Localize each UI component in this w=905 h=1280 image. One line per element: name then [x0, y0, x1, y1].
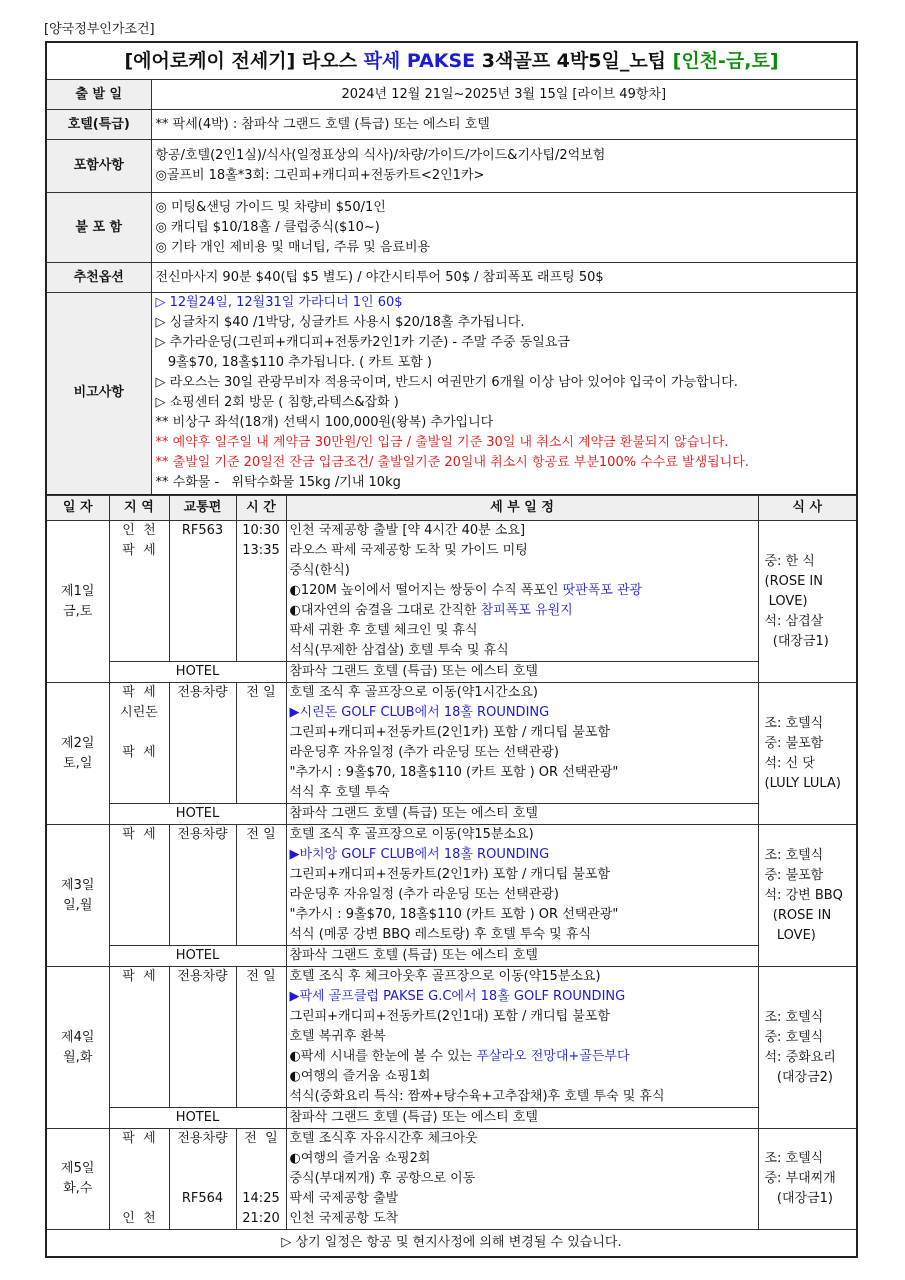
region	[113, 1169, 166, 1189]
note-line: ** 예약후 일주일 내 계약금 30만원/인 입금 / 출발일 기준 30일 내 취소시 계약금 환불되지 않습니다.	[155, 435, 729, 451]
hotel-name: 참파삭 그랜드 호텔 (특급) 또는 에스티 호텔	[286, 662, 758, 683]
meal: (대장금1)	[764, 633, 829, 649]
meal-cell	[758, 967, 857, 1129]
transport: RF563	[181, 523, 224, 538]
schedule-line	[290, 1189, 755, 1209]
title-text: [에어로케이 전세기] 라오스	[124, 50, 364, 72]
schedule-line	[290, 885, 755, 905]
hotel-row	[46, 946, 857, 967]
region: 팍 세	[122, 827, 156, 842]
meal: 석: 삼겹살	[764, 613, 824, 629]
schedule-text: 호텔 조식후 자유시간후 체크아웃	[289, 1131, 478, 1146]
meal: 조: 호텔식	[764, 847, 824, 863]
time: 13:35	[242, 543, 280, 558]
meal: (ROSE IN	[764, 907, 832, 923]
schedule-line	[290, 1209, 755, 1229]
details-cell	[286, 521, 758, 662]
schedule-text: 중식(부대찌개) 후 공항으로 이동	[289, 1171, 476, 1186]
day-number: 제3일	[61, 877, 95, 893]
meal: 석: 신 닷	[764, 755, 815, 771]
schedule-text: ▶바치앙 GOLF CLUB에서 18홀 ROUNDING	[289, 847, 550, 862]
meal: (ROSE IN	[764, 573, 823, 589]
notes-label: 비고사항	[46, 293, 151, 495]
meal-cell	[758, 1129, 857, 1230]
day-weekdays: 화,수	[63, 1181, 93, 1196]
hotel-name: 참파삭 그랜드 호텔 (특급) 또는 에스티 호텔	[286, 1108, 758, 1129]
meal-cell	[758, 683, 857, 825]
transport: 전용차량	[177, 685, 228, 700]
hotel-label: HOTEL	[109, 804, 286, 825]
meal: (대장금2)	[764, 1069, 833, 1085]
schedule-line	[290, 987, 755, 1007]
schedule-text: ▶시린돈 GOLF CLUB에서 18홀 ROUNDING	[289, 705, 550, 720]
header-date: 일 자	[46, 496, 109, 521]
note-line: ** 출발일 기준 20일전 잔금 입금조건/ 출발일기준 20일내 취소시 항공료 부분100% 수수료 발생됩니다.	[155, 455, 749, 471]
region-cell	[109, 683, 169, 804]
schedule-text: ◐여행의 즐거움 쇼핑1회	[289, 1069, 431, 1084]
schedule-line	[290, 581, 755, 601]
day-cell	[46, 967, 109, 1129]
time	[240, 1169, 283, 1189]
schedule-line	[290, 601, 755, 621]
meal: LOVE)	[764, 927, 816, 943]
details-cell	[286, 825, 758, 946]
day-row	[46, 1129, 857, 1230]
schedule-text: 라오스 팍세 국제공항 도착 및 가이드 미팅	[289, 543, 528, 558]
schedule-text: 참피폭포 유원지	[480, 603, 573, 618]
note-line: ▷ 라오스는 30일 관광무비자 적용국이며, 반드시 여권만기 6개월 이상 남아 있어야 입국이 가능합니다.	[155, 375, 738, 391]
day-cell	[46, 521, 109, 683]
included-value	[151, 140, 857, 193]
day-row	[46, 825, 857, 946]
hotel-label: HOTEL	[109, 662, 286, 683]
hotel-name: 참파삭 그랜드 호텔 (특급) 또는 에스티 호텔	[286, 804, 758, 825]
schedule-line	[290, 723, 755, 743]
region: 시린돈	[120, 705, 158, 720]
schedule-line	[290, 541, 755, 561]
region-cell	[109, 521, 169, 662]
schedule-text: 그린피+캐디피+전동카트(2인1대) 포함 / 캐디팁 불포함	[289, 1009, 611, 1024]
transport-cell	[169, 825, 236, 946]
meal-cell	[758, 521, 857, 683]
schedule-text: 호텔 조식 후 체크아웃후 골프장으로 이동(약15분소요)	[289, 969, 601, 984]
hotel-label: HOTEL	[109, 946, 286, 967]
meal: 조: 호텔식	[764, 1151, 824, 1166]
details-cell	[286, 683, 758, 804]
schedule-text: 중식(한식)	[289, 563, 350, 578]
schedule-text: 석식(무제한 삼겹살) 호텔 투숙 및 휴식	[289, 643, 509, 658]
region: 팍 세	[122, 969, 156, 984]
time-cell	[236, 967, 286, 1108]
note-line: ▷ 쇼핑센터 2회 방문 ( 침향,라텍스&잡화 )	[155, 395, 399, 411]
day-cell	[46, 683, 109, 825]
day-number: 제4일	[61, 1029, 95, 1045]
departure-value: 2024년 12월 21일~2025년 3월 15일 [라이브 49항차]	[151, 80, 857, 110]
transport-cell	[169, 521, 236, 662]
schedule-line	[290, 561, 755, 581]
schedule-text: 라운딩후 자유일정 (추가 라운딩 또는 선택관광)	[289, 745, 559, 760]
day-weekdays: 토,일	[63, 755, 93, 771]
day-weekdays: 월,화	[63, 1049, 93, 1065]
note-line: ** 비상구 좌석(18개) 선택시 100,000원(왕복) 추가입니다	[155, 415, 494, 431]
footer-note: ▷ 상기 일정은 항공 및 현지사정에 의해 변경될 수 있습니다.	[46, 1230, 857, 1258]
meal: 조: 호텔식	[764, 715, 824, 731]
meal-cell	[758, 825, 857, 967]
notes-value	[151, 293, 857, 495]
day-number: 제1일	[61, 583, 95, 599]
schedule-text: ◐여행의 즐거움 쇼핑2회	[289, 1151, 431, 1166]
details-cell	[286, 967, 758, 1108]
schedule-text: 석식 후 호텔 투숙	[289, 785, 390, 800]
region: 팍 세	[122, 745, 156, 760]
header-time: 시 간	[236, 496, 286, 521]
header-transport: 교통편	[169, 496, 236, 521]
excluded-line: ◎ 기타 개인 제비용 및 매너팁, 주류 및 음료비용	[155, 239, 431, 255]
region	[113, 1149, 166, 1169]
schedule-text: ▶팍세 골프클럽 PAKSE G.C에서 18홀 GOLF ROUNDING	[289, 989, 626, 1004]
header-meals: 식 사	[758, 496, 857, 521]
region: 팍 세	[122, 543, 156, 558]
departure-label: 출 발 일	[46, 80, 151, 110]
schedule-text: 석식 (메콩 강변 BBQ 레스토랑) 후 호텔 투숙 및 휴식	[289, 927, 591, 942]
schedule-text: 라운딩후 자유일정 (추가 라운딩 또는 선택관광)	[289, 887, 559, 902]
meal: LOVE)	[764, 593, 808, 609]
time: 14:25	[242, 1191, 280, 1206]
excluded-label: 불 포 함	[46, 193, 151, 263]
meal: 석: 강변 BBQ	[764, 887, 843, 903]
day-weekdays: 금,토	[63, 603, 93, 619]
schedule-line	[290, 1027, 755, 1047]
schedule-table	[45, 495, 858, 1258]
schedule-line	[290, 845, 755, 865]
region	[113, 723, 166, 743]
options-value: 전신마사지 90분 $40(팁 $5 별도) / 야간시티투어 50$ / 참피폭포 래프팅 50$	[151, 263, 857, 293]
day-number: 제5일	[61, 1161, 95, 1176]
schedule-line	[290, 1047, 755, 1067]
meal: 중: 부대찌개	[764, 1171, 836, 1186]
schedule-text: 호텔 조식 후 골프장으로 이동(약15분소요)	[289, 827, 534, 842]
note-line: ▷ 추가라운딩(그린피+캐디피+전통카2인1카 기준) - 주말 주중 동일요금	[155, 335, 570, 351]
title-text: 3색골프 4박5일_노팁	[475, 50, 673, 72]
meal: (LULY LULA)	[764, 775, 841, 791]
info-table	[45, 41, 858, 496]
transport	[173, 1149, 233, 1169]
schedule-line	[290, 743, 755, 763]
meal: 중: 한 식	[764, 553, 815, 569]
note-line: ▷ 싱글차지 $40 /1박당, 싱글카트 사용시 $20/18홀 추가됩니다.	[155, 315, 525, 331]
time-cell	[236, 1129, 286, 1230]
day-weekdays: 일,월	[63, 897, 93, 913]
title-place: 팍세 PAKSE	[363, 50, 476, 72]
time-cell	[236, 825, 286, 946]
schedule-line	[290, 783, 755, 803]
schedule-line	[290, 925, 755, 945]
hotel-row	[46, 1108, 857, 1129]
meal: 석: 중화요리	[764, 1049, 836, 1065]
transport: 전용차량	[177, 827, 228, 842]
schedule-text: 그린피+캐디피+전동카트(2인1카) 포함 / 캐디팁 불포함	[289, 867, 611, 882]
options-label: 추천옵션	[46, 263, 151, 293]
time: 21:20	[242, 1211, 280, 1226]
schedule-line	[290, 825, 755, 845]
schedule-text: ◐120M 높이에서 떨어지는 쌍둥이 수직 폭포인	[289, 583, 563, 598]
hotel-value: ** 팍세(4박) : 참파삭 그랜드 호텔 (특급) 또는 에스티 호텔	[151, 110, 857, 140]
region	[113, 1189, 166, 1209]
time: 전 일	[246, 827, 276, 842]
schedule-text: ◐팍세 시내를 한눈에 볼 수 있는	[289, 1049, 477, 1064]
time: 10:30	[242, 523, 280, 538]
schedule-text: 그린피+캐디피+전동카트(2인1카) 포함 / 캐디팁 불포함	[289, 725, 611, 740]
schedule-text: 팍세 귀환 후 호텔 체크인 및 휴식	[289, 623, 478, 638]
note-line: 9홀$70, 18홀$110 추가됩니다. ( 카트 포함 )	[155, 355, 432, 371]
schedule-line	[290, 703, 755, 723]
title-route: [인천-금,토]	[672, 50, 779, 72]
schedule-line	[290, 967, 755, 987]
included-line: 항공/호텔(2인1실)/식사(일정표상의 식사)/차량/가이드/가이드&기사팁/2억보험	[155, 148, 606, 163]
region: 인 천	[122, 523, 156, 538]
transport-cell	[169, 683, 236, 804]
day-row	[46, 683, 857, 804]
excluded-line: ◎ 미팅&샌딩 가이드 및 차량비 $50/1인	[155, 199, 386, 215]
day-cell	[46, 1129, 109, 1230]
transport: 전용차량	[177, 1131, 228, 1146]
transport-cell	[169, 1129, 236, 1230]
hotel-row	[46, 804, 857, 825]
time: 전 일	[246, 969, 276, 984]
excluded-line: ◎ 캐디팁 $10/18홀 / 클럽중식($10~)	[155, 219, 380, 235]
schedule-text: 호텔 조식 후 골프장으로 이동(약1시간소요)	[289, 685, 538, 700]
meal: 중: 불포함	[764, 867, 824, 883]
hotel-name: 참파삭 그랜드 호텔 (특급) 또는 에스티 호텔	[286, 946, 758, 967]
time: 전 일	[246, 685, 276, 700]
region-cell	[109, 967, 169, 1108]
region: 팍 세	[122, 685, 156, 700]
page-title	[46, 42, 857, 80]
time-cell	[236, 521, 286, 662]
meal: 중: 호텔식	[764, 1029, 824, 1045]
region-cell	[109, 1129, 169, 1230]
schedule-text: 호텔 복귀후 환복	[289, 1029, 386, 1044]
schedule-text: 푸살라오 전망대+골든부다	[476, 1049, 630, 1064]
schedule-line	[290, 865, 755, 885]
schedule-text: 팍세 국제공항 출발	[289, 1191, 399, 1206]
excluded-value	[151, 193, 857, 263]
day-row	[46, 967, 857, 1108]
schedule-line	[290, 1129, 755, 1149]
schedule-line	[290, 763, 755, 783]
schedule-text: "추가시 : 9홀$70, 18홀$110 (카트 포함 ) OR 선택관광"	[289, 907, 619, 922]
meal: (대장금1)	[764, 1191, 833, 1206]
time	[240, 1149, 283, 1169]
schedule-line	[290, 521, 755, 541]
header-region: 지 역	[109, 496, 169, 521]
meal: 조: 호텔식	[764, 1009, 824, 1025]
region: 인 천	[122, 1211, 156, 1226]
time: 전 일	[244, 1131, 278, 1146]
schedule-line	[290, 683, 755, 703]
schedule-line	[290, 1087, 755, 1107]
region: 팍 세	[122, 1131, 156, 1146]
transport	[173, 1169, 233, 1189]
schedule-text: 인천 국제공항 출발 [약 4시간 40분 소요]	[289, 523, 526, 538]
schedule-line	[290, 905, 755, 925]
region-cell	[109, 825, 169, 946]
hotel-row	[46, 662, 857, 683]
schedule-text: 인천 국제공항 도착	[289, 1211, 399, 1226]
note-line: ▷ 12월24일, 12월31일 가라디너 1인 60$	[155, 295, 403, 311]
hotel-label: 호텔(특급)	[46, 110, 151, 140]
schedule-text: "추가시 : 9홀$70, 18홀$110 (카트 포함 ) OR 선택관광"	[289, 765, 619, 780]
transport: RF564	[181, 1191, 224, 1206]
time-cell	[236, 683, 286, 804]
included-line: ◎골프비 18홀*3회: 그린피+캐디피+전동카트<2인1카>	[155, 168, 485, 183]
condition-label: [양국정부인가조건]	[44, 22, 155, 37]
hotel-label: HOTEL	[109, 1108, 286, 1129]
day-number: 제2일	[61, 735, 95, 751]
included-label: 포함사항	[46, 140, 151, 193]
details-cell	[286, 1129, 758, 1230]
day-row	[46, 521, 857, 662]
schedule-line	[290, 641, 755, 661]
schedule-text: 땃판폭포 관광	[562, 583, 643, 598]
schedule-line	[290, 1149, 755, 1169]
schedule-line	[290, 621, 755, 641]
transport-cell	[169, 967, 236, 1108]
day-cell	[46, 825, 109, 967]
header-details: 세 부 일 정	[286, 496, 758, 521]
schedule-line	[290, 1067, 755, 1087]
schedule-line	[290, 1007, 755, 1027]
note-line: ** 수화물 - 위탁수화물 15kg /기내 10kg	[155, 475, 401, 491]
schedule-text: 석식(중화요리 특식: 짬짜+탕수육+고추잡채)후 호텔 투숙 및 휴식	[289, 1089, 665, 1104]
transport: 전용차량	[177, 969, 228, 984]
schedule-text: ◐대자연의 숨결을 그대로 간직한	[289, 603, 481, 618]
meal: 중: 불포함	[764, 735, 824, 751]
schedule-line	[290, 1169, 755, 1189]
